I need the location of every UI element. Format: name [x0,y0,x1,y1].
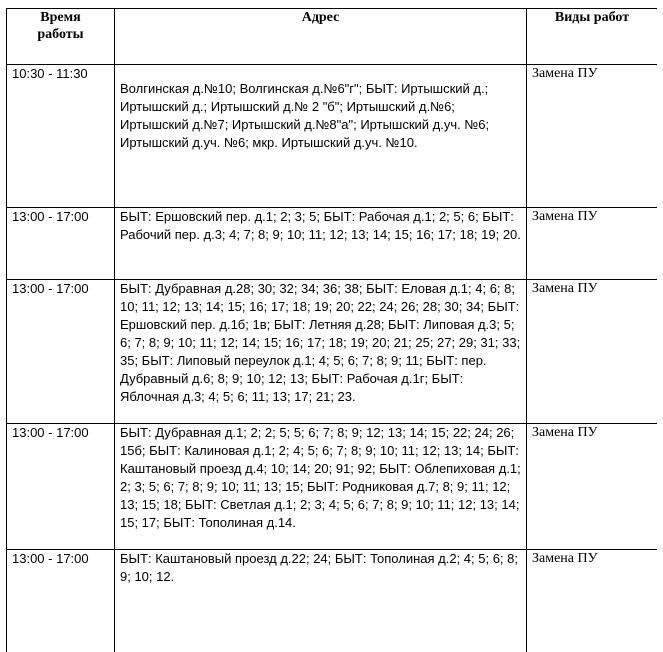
work-type-cell: Замена ПУ [527,550,658,652]
table-row [7,550,658,652]
time-cell: 13:00 - 17:00 [7,208,115,280]
header-time-line2: работы [37,27,84,42]
header-time-line1: Время [40,10,81,25]
work-type-cell: Замена ПУ [527,208,658,280]
table-row [7,280,658,424]
table-row [7,424,658,550]
time-cell: 13:00 - 17:00 [7,280,115,424]
address-cell: БЫТ: Дубравная д.28; 30; 32; 34; 36; 38; БЫТ: Еловая д.1; 4; 6; 8; 10; 11; 12; 13; 14; 15; 16; 17; 18; 19; 20; 22; 24; 26; 28; 30; 34; БЫТ: Ершовский пер. д.1б; 1в; БЫТ: Летняя д.28; БЫТ: Липовая д.3; 5; 6; 7; 8; 9; 10; 11; 12; 14; 15; 16; 17; 18; 19; 20; 21; 25; 27; 29; 31; 33; 35; БЫТ: Липовый переулок д.1; 4; 5; 6; 7; 8; 9; 11; БЫТ: пер. Дубравный д.6; 8; 9; 10; 12; 13; БЫТ: Рабочая д.1г; БЫТ: Яблочная д.3; 4; 5; 6; 11; 13; 17; 21; 23. [115,280,527,424]
outage-schedule-table [6,8,657,652]
table-row [7,65,658,208]
address-cell: Волгинская д.№10; Волгинская д.№6"г"; БЫТ: Иртышский д.; Иртышский д.; Иртышский д.№ 2 "б"; Иртышский д.№6; Иртышский д.№7; Иртышский д.№8"а"; Иртышский д.уч. №6; Иртышский д.уч. №6; мкр. Иртышский д.уч. №10. [115,65,527,208]
table-header-row [7,9,658,65]
time-cell: 13:00 - 17:00 [7,424,115,550]
header-work-time [7,9,115,65]
address-cell: БЫТ: Дубравная д.1; 2; 2; 5; 5; 6; 7; 8; 9; 12; 13; 14; 15; 22; 24; 26; 15б; БЫТ: Калиновая д.1; 2; 4; 5; 6; 7; 8; 9; 10; 11; 12; 13; 14; БЫТ: Каштановый проезд д.4; 10; 14; 20; 91; 92; БЫТ: Облепиховая д.1; 2; 3; 5; 6; 7; 8; 9; 10; 11; 13; 15; БЫТ: Родниковая д.7; 8; 9; 11; 12; 13; 15; 18; БЫТ: Светлая д.1; 2; 3; 4; 5; 6; 7; 8; 9; 10; 11; 12; 13; 14; 15; 17; БЫТ: Тополиная д.14. [115,424,527,550]
address-cell: БЫТ: Ершовский пер. д.1; 2; 3; 5; БЫТ: Рабочая д.1; 2; 5; 6; БЫТ: Рабочий пер. д.3; 4; 7; 8; 9; 10; 11; 12; 13; 14; 15; 16; 17; 18; 19; 20. [115,208,527,280]
header-address: Адрес [115,9,527,65]
address-cell: БЫТ: Каштановый проезд д.22; 24; БЫТ: Тополиная д.2; 4; 5; 6; 8; 9; 10; 12. [115,550,527,652]
work-type-cell: Замена ПУ [527,65,658,208]
document-page [6,0,657,652]
table-row [7,208,658,280]
time-cell: 10:30 - 11:30 [7,65,115,208]
work-type-cell: Замена ПУ [527,280,658,424]
work-type-cell: Замена ПУ [527,424,658,550]
header-work-type: Виды работ [527,9,658,65]
time-cell: 13:00 - 17:00 [7,550,115,652]
